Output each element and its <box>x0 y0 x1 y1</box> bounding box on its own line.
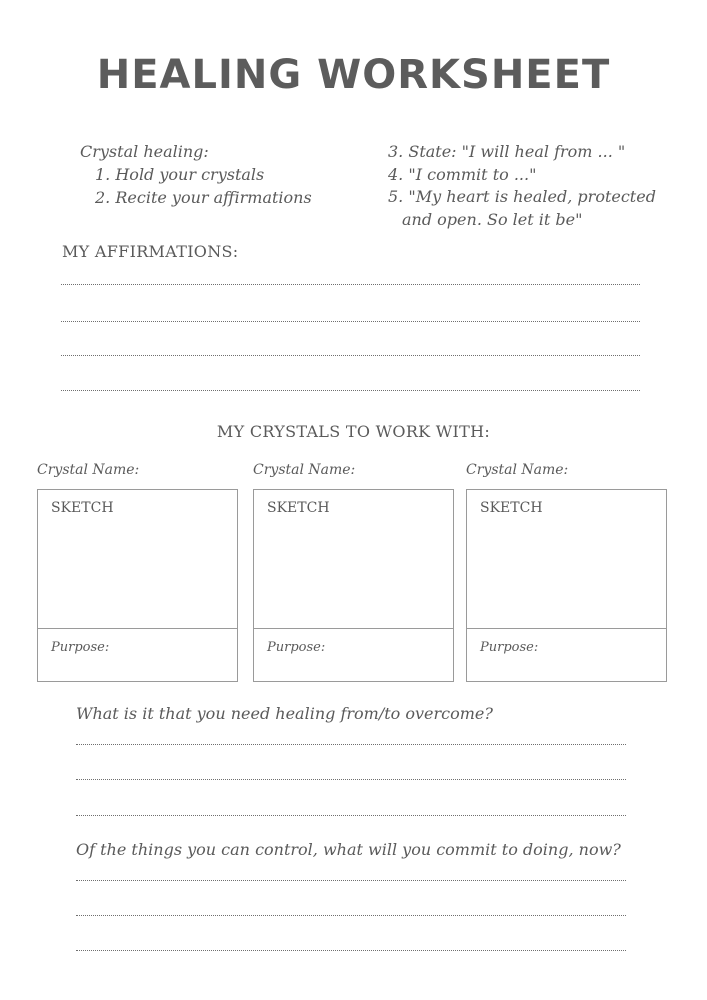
instruction-step-1: 1. Hold your crystals <box>95 165 265 184</box>
answer-line[interactable] <box>76 815 626 816</box>
answer-line[interactable] <box>76 915 626 916</box>
answer-line[interactable] <box>76 744 626 745</box>
sketch-label: SKETCH <box>267 500 330 516</box>
purpose-label: Purpose: <box>267 640 326 655</box>
card-divider <box>467 628 666 629</box>
instruction-step-4: 4. "I commit to ..." <box>388 165 537 184</box>
instruction-step-2: 2. Recite your affirmations <box>95 188 312 207</box>
affirmation-line[interactable] <box>61 355 640 356</box>
crystal-name-label: Crystal Name: <box>253 462 356 478</box>
answer-line[interactable] <box>76 950 626 951</box>
crystal-card[interactable] <box>466 489 667 682</box>
card-divider <box>38 628 237 629</box>
crystal-name-label: Crystal Name: <box>37 462 140 478</box>
question-commit: Of the things you can control, what will you commit to doing, now? <box>76 840 621 859</box>
crystal-name-label: Crystal Name: <box>466 462 569 478</box>
instructions-heading: Crystal healing: <box>80 142 209 161</box>
answer-line[interactable] <box>76 880 626 881</box>
answer-line[interactable] <box>76 779 626 780</box>
affirmation-line[interactable] <box>61 321 640 322</box>
crystals-heading: MY CRYSTALS TO WORK WITH: <box>216 422 491 441</box>
purpose-label: Purpose: <box>480 640 539 655</box>
page-title: HEALING WORKSHEET <box>96 52 611 98</box>
instruction-step-5-continued: and open. So let it be" <box>402 210 583 229</box>
affirmation-line[interactable] <box>61 390 640 391</box>
instruction-step-5: 5. "My heart is healed, protected <box>388 187 656 206</box>
sketch-label: SKETCH <box>51 500 114 516</box>
card-divider <box>254 628 453 629</box>
question-healing: What is it that you need healing from/to overcome? <box>76 704 493 723</box>
crystal-card[interactable] <box>253 489 454 682</box>
crystal-card[interactable] <box>37 489 238 682</box>
affirmations-heading: MY AFFIRMATIONS: <box>62 242 239 261</box>
instruction-step-3: 3. State: "I will heal from ... " <box>388 142 626 161</box>
purpose-label: Purpose: <box>51 640 110 655</box>
affirmation-line[interactable] <box>61 284 640 285</box>
sketch-label: SKETCH <box>480 500 543 516</box>
